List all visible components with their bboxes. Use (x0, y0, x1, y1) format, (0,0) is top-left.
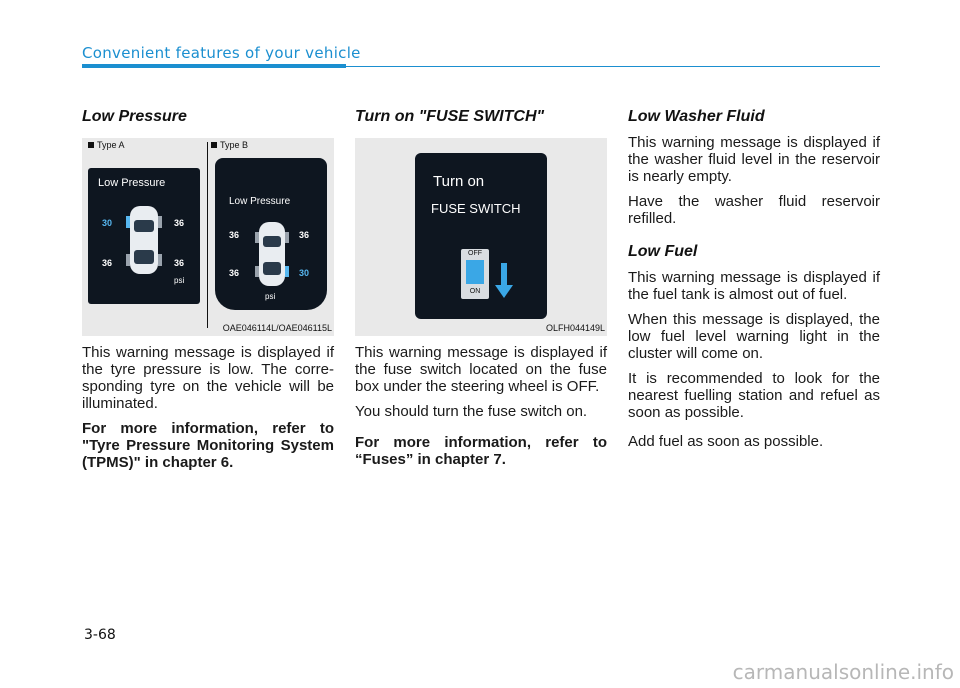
paragraph: Have the washer fluid reservoir refilled. (628, 193, 880, 227)
switch-lever (466, 260, 484, 284)
screen-title: Low Pressure (229, 196, 291, 207)
type-a-text: Type A (97, 140, 125, 150)
screen-line-1: Turn on (433, 173, 485, 190)
type-a-label (88, 140, 125, 150)
paragraph: Add fuel as soon as possible. (628, 433, 824, 450)
type-a-display (88, 168, 200, 304)
paragraph: This warning message is displayed if the washer fluid level in the reservoir is nearly empty. (628, 134, 880, 185)
fuse-switch-display (415, 153, 547, 319)
section-title: Low Pressure (82, 108, 187, 125)
tyre-front-left: 36 (229, 230, 240, 240)
tyre-rear-left: 36 (102, 258, 113, 268)
car-top-view-icon (126, 202, 162, 278)
section-title: Low Washer Fluid (628, 108, 765, 125)
screen-title: Low Pressure (98, 177, 166, 189)
header-title: Convenient features of your vehicle (82, 44, 361, 62)
page-number: 3-68 (84, 627, 116, 643)
switch-off-label: OFF (468, 250, 482, 257)
tyre-front-left: 30 (102, 218, 113, 228)
figure-divider (207, 142, 208, 328)
bullet-square-icon (88, 142, 94, 148)
fuse-switch-figure (355, 138, 607, 336)
section-title: Turn on "FUSE SWITCH" (355, 108, 545, 125)
type-b-text: Type B (220, 140, 249, 150)
tyre-rear-right: 36 (174, 258, 185, 268)
paragraph: You should turn the fuse switch on. (355, 403, 588, 420)
car-top-view-icon (255, 218, 289, 290)
paragraph: It is recommended to look for the nearest fuelling station and refuel as soon as possible. (628, 370, 880, 421)
section-title-low-fuel: Low Fuel (628, 243, 698, 260)
bullet-square-icon (211, 142, 217, 148)
section-fuse-switch (355, 108, 607, 476)
screen-line-2: FUSE SWITCH (431, 201, 521, 216)
tpms-figure (82, 138, 334, 336)
type-b-label (211, 140, 248, 150)
tyre-rear-right: 30 (299, 268, 310, 278)
paragraph: This warning message is displayed if the fuse switch located on the fuse box under the steering wheel is OFF. (355, 344, 607, 395)
pressure-unit: psi (265, 292, 276, 301)
paragraph: This warning message is displayed if the tyre pressure is low. The corre-sponding tyre on the vehicle will be illuminated. (82, 344, 334, 412)
watermark: carmanualsonline.info (732, 660, 954, 684)
paragraph-reference: For more information, refer to "Tyre Pressure Monitoring System (TPMS)" in chapter 6. (82, 420, 334, 471)
switch-on-label: ON (469, 288, 481, 295)
figure-caption: OLFH044149L (545, 323, 605, 333)
fuse-switch-graphic (461, 249, 489, 299)
section-low-washer-fluid (628, 108, 880, 458)
paragraph: This warning message is displayed if the fuel tank is almost out of fuel. (628, 269, 880, 303)
tyre-front-right: 36 (174, 218, 185, 228)
header-rule-thin (346, 66, 880, 67)
paragraph-reference: For more information, refer to “Fuses” in chapter 7. (355, 434, 607, 468)
figure-caption: OAE046114L/OAE046115L (222, 323, 332, 333)
tyre-front-right: 36 (299, 230, 310, 240)
tyre-rear-left: 36 (229, 268, 240, 278)
section-low-pressure (82, 108, 334, 479)
pressure-unit: psi (174, 276, 185, 285)
header-rule-thick (82, 64, 346, 68)
arrow-down-icon (495, 263, 513, 299)
type-b-display (215, 158, 327, 310)
paragraph: When this message is displayed, the low fuel level warning light in the cluster will come on. (628, 311, 880, 362)
